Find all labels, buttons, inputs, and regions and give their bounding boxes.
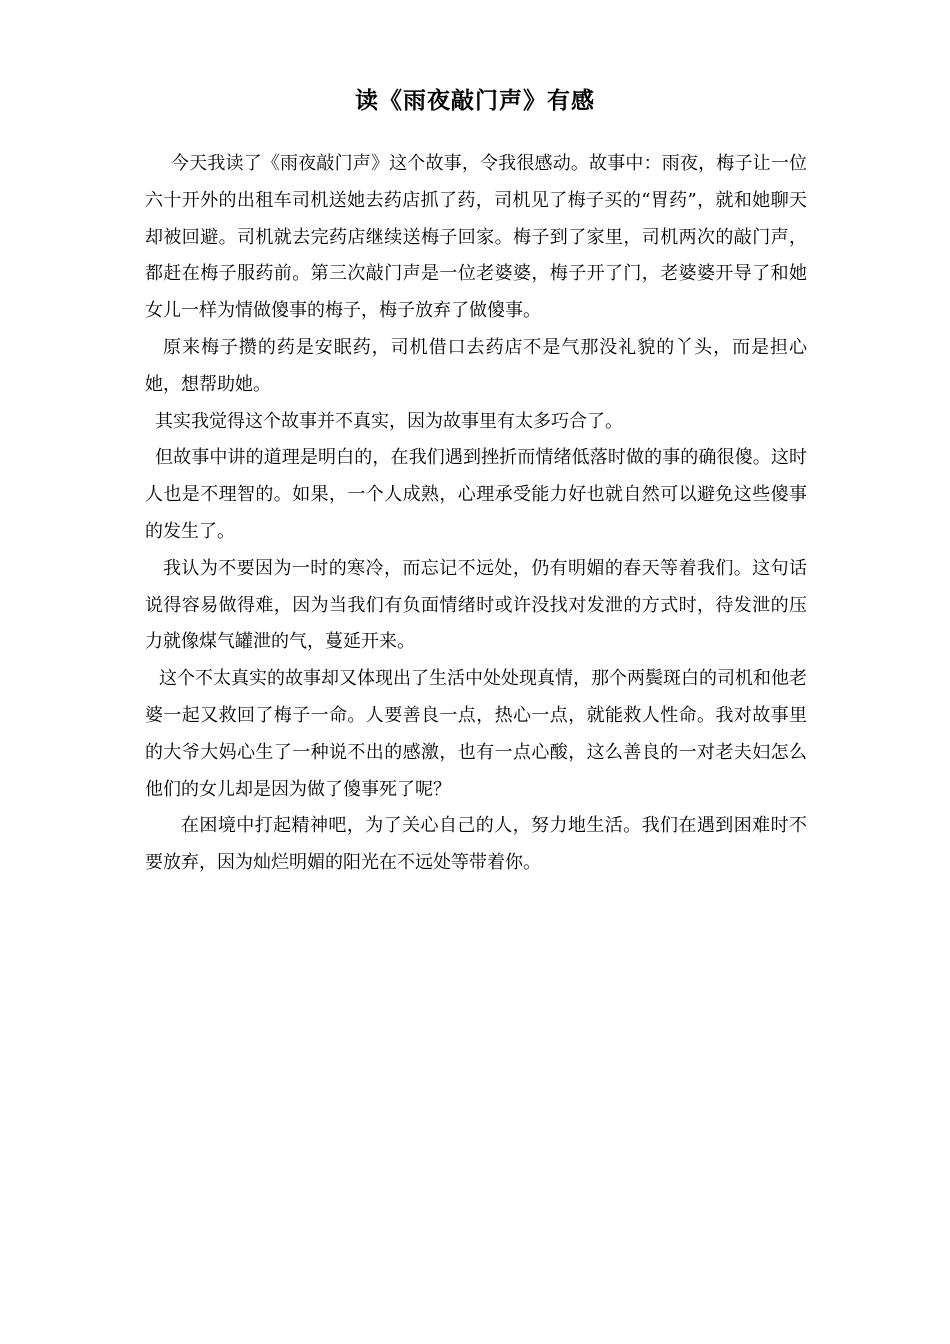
document-title: 读《雨夜敲门声》有感: [355, 88, 595, 114]
paragraph-coincidences: 其实我觉得这个故事并不真实，因为故事里有太多巧合了。: [155, 410, 623, 432]
document-body: [145, 146, 807, 882]
paragraph-sleeping-pills: 原来梅子攒的药是安眠药，司机借口去药店不是气那没礼貌的丫头，而是担心她，想帮助她。: [145, 336, 807, 395]
paragraph-conclusion: 在困境中打起精神吧，为了关心自己的人，努力地生活。我们在遇到困难时不要放弃，因为灿烂明媚的阳光在不远处等带着你。: [145, 815, 807, 874]
paragraph-spring-metaphor: 我认为不要因为一时的寒冷，而忘记不远处，仍有明媚的春天等着我们。这句话说得容易做得难，因为当我们有负面情绪时或许没找对发泄的方式时，待发泄的压力就像煤气罐泄的气，蔓延开来。: [145, 557, 807, 653]
paragraph-lesson: 但故事中讲的道理是明白的，在我们遇到挫折而情绪低落时做的事的确很傻。这时人也是不理智的。如果，一个人成熟，心理承受能力好也就自然可以避免这些傻事的发生了。: [145, 447, 807, 542]
paragraph-story-summary: 今天我读了《雨夜敲门声》这个故事，令我很感动。故事中：雨夜，梅子让一位六十开外的出租车司机送她去药店抓了药，司机见了梅子买的“胃药”，就和她聊天却被回避。司机就去完药店继续送梅子回家。梅子到了家里，司机两次的敲门声，都赶在梅子服药前。第三次敲门声是一位老婆婆，梅子开了门，老婆婆开导了和她女儿一样为情做傻事的梅子，梅子放弃了做傻事。: [145, 153, 807, 322]
paragraph-kindness: 这个不太真实的故事却又体现出了生活中处处现真情，那个两鬓斑白的司机和他老婆一起又救回了梅子一命。人要善良一点，热心一点，就能救人性命。我对故事里的大爷大妈心生了一种说不出的感激，也有一点心酸，这么善良的一对老夫妇怎么他们的女儿却是因为做了傻事死了呢？: [145, 668, 807, 800]
